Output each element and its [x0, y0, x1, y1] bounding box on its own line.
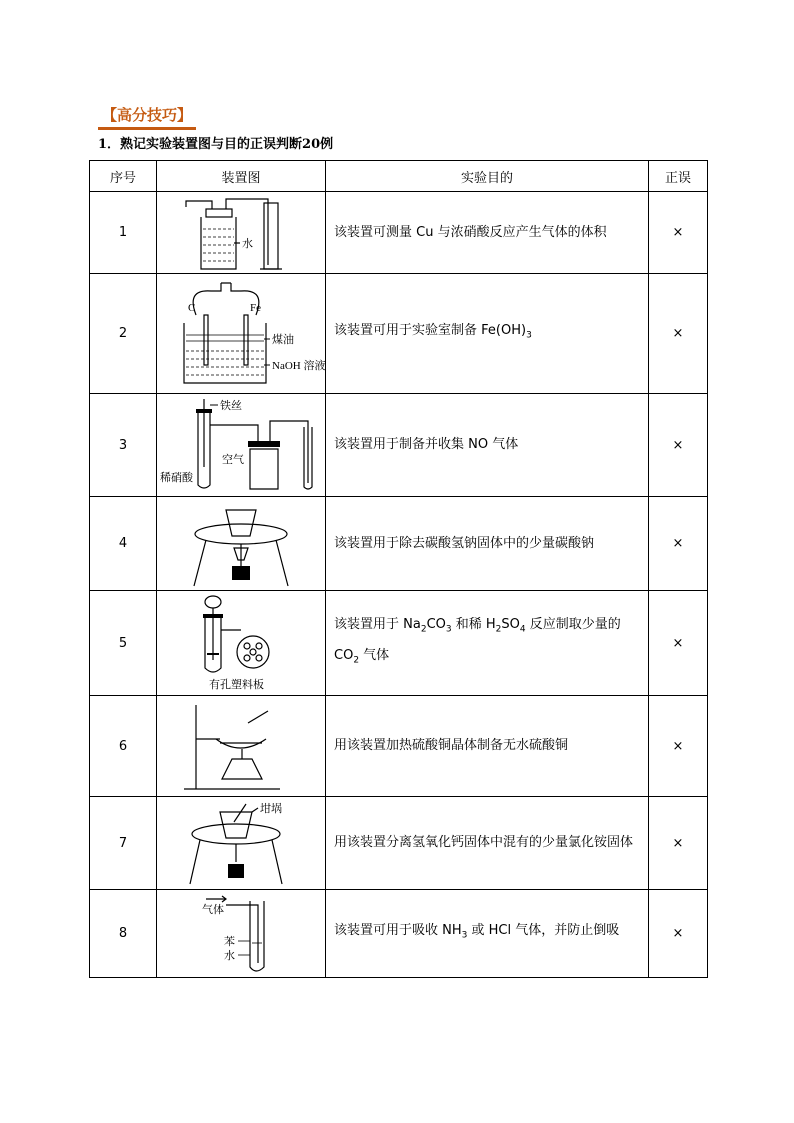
header-judge: 正误: [649, 161, 708, 192]
label-c: C: [188, 301, 196, 314]
row-purpose: [326, 591, 649, 696]
header-diagram: 装置图: [157, 161, 326, 192]
row-no: 7: [90, 797, 157, 890]
row-no: 6: [90, 696, 157, 797]
table-row: [90, 192, 708, 274]
gas-generator-diagram: [181, 594, 301, 692]
absorption-tube-diagram: [186, 893, 296, 975]
no-collection-apparatus-diagram: [158, 397, 324, 493]
label-dilute-nitric-acid: 稀硝酸: [160, 472, 193, 484]
label-perforated-plate: 有孔塑料板: [209, 678, 264, 691]
label-benzene: 苯: [224, 934, 235, 948]
heading: 1．熟记实验装置图与目的正误判断20例: [98, 137, 334, 152]
row-purpose: 该装置用于除去碳酸氢钠固体中的少量碳酸钠: [326, 497, 649, 591]
table-row: [90, 591, 708, 696]
label-fe: Fe: [250, 301, 261, 314]
header-purpose: 实验目的: [326, 161, 649, 192]
row-judge: ×: [649, 192, 708, 274]
row-purpose: [326, 890, 649, 978]
row-judge: ×: [649, 890, 708, 978]
label-kerosene: 煤油: [272, 333, 294, 346]
row-no: 3: [90, 394, 157, 497]
header-no: 序号: [90, 161, 157, 192]
label-crucible: 坩埚: [260, 803, 282, 815]
row-no: 2: [90, 274, 157, 394]
diagram-cell: [157, 192, 326, 274]
table-row: [90, 797, 708, 890]
row-purpose: 该装置可用于实验室制备 $Fe(OH)_3$: [326, 274, 649, 394]
table-row: [90, 274, 708, 394]
row-no: 5: [90, 591, 157, 696]
section-tag: 【高分技巧】: [98, 103, 196, 130]
diagram-cell: [157, 696, 326, 797]
row-purpose: 该装置可测量 Cu 与浓硝酸反应产生气体的体积: [326, 192, 649, 274]
label-iron-wire: 铁丝: [220, 400, 242, 412]
label-naoh: NaOH 溶液: [272, 359, 326, 372]
row-no: 8: [90, 890, 157, 978]
gas-volume-apparatus-diagram: [176, 195, 306, 271]
purpose-text: 该装置可用于吸收 $NH_3$ 或 HCl 气体，并防止倒吸: [334, 923, 620, 941]
label-water: 水: [242, 237, 253, 250]
row-judge: ×: [649, 394, 708, 497]
table-header-row: [90, 161, 708, 192]
row-no: 4: [90, 497, 157, 591]
purpose-text: 该装置用于 $Na_2CO_3$ 和稀 $H_2SO_4$ 反应制取少量的 $CO_2$ 气体: [334, 617, 621, 666]
row-judge: ×: [649, 274, 708, 394]
row-judge: ×: [649, 696, 708, 797]
electrolysis-apparatus-diagram: [166, 279, 326, 389]
table-row: [90, 890, 708, 978]
crucible-heating-diagram: [176, 500, 306, 588]
table-row: [90, 394, 708, 497]
row-no: 1: [90, 192, 157, 274]
table-row: [90, 696, 708, 797]
label-water: 水: [224, 948, 235, 962]
row-purpose: 用该装置分离氢氧化钙固体中混有的少量氯化铵固体: [326, 797, 649, 890]
label-gas: 气体: [202, 902, 224, 916]
row-judge: ×: [649, 591, 708, 696]
label-air: 空气: [222, 454, 244, 466]
diagram-cell: [157, 274, 326, 394]
row-judge: ×: [649, 797, 708, 890]
diagram-cell: [157, 591, 326, 696]
diagram-cell: [157, 797, 326, 890]
experiment-table: [89, 160, 708, 978]
row-judge: ×: [649, 497, 708, 591]
diagram-cell: [157, 890, 326, 978]
diagram-cell: [157, 497, 326, 591]
crucible-separation-diagram: [176, 800, 306, 886]
diagram-cell: [157, 394, 326, 497]
table-row: [90, 497, 708, 591]
row-purpose: 该装置用于制备并收集 NO 气体: [326, 394, 649, 497]
evaporating-dish-diagram: [176, 699, 306, 793]
row-purpose: 用该装置加热硫酸铜晶体制备无水硫酸铜: [326, 696, 649, 797]
